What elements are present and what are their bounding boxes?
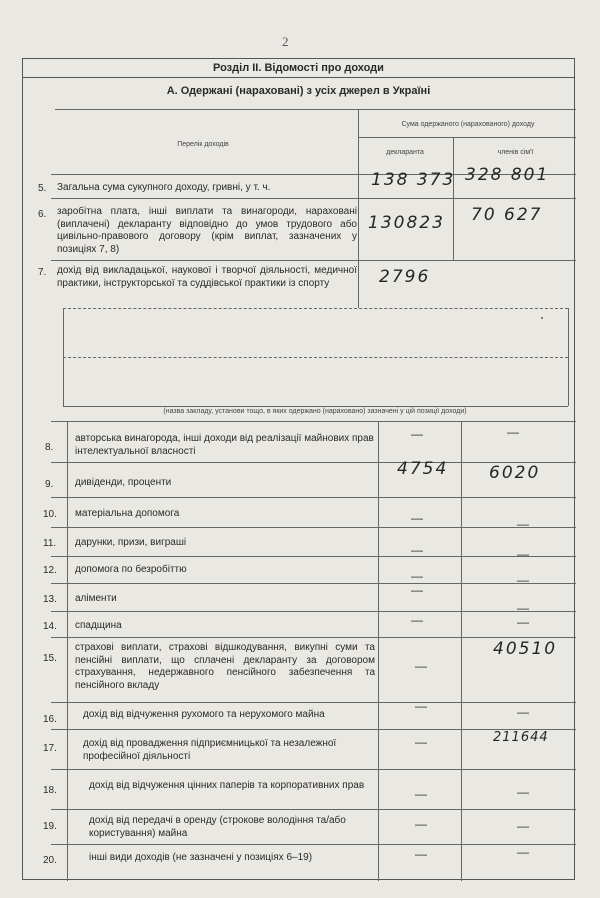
row-5-label: Загальна сума сукупного доходу, гривні, у т. ч.: [57, 182, 271, 193]
row-16-number: 16.: [43, 714, 57, 725]
row-17-number: 17.: [43, 743, 57, 754]
row-7-label: дохід від викладацької, наукової і творчої діяльності, медичної практики, інструкторської та суддівської практики із спорту: [57, 265, 357, 289]
subsection-title: А. Одержані (нараховані) з усіх джерел в Україні: [166, 85, 431, 97]
col-header-amount: Сума одержаного (нарахованого) доходу: [401, 121, 535, 128]
row-11-label: дарунки, призи, виграші: [75, 537, 187, 548]
row-19-family: —: [517, 819, 529, 833]
row-7-number: 7.: [38, 267, 47, 278]
row-14-declarant: —: [411, 613, 423, 627]
row-16-declarant: —: [415, 699, 427, 713]
row-8-label: авторська винагорода, інші доходи від реалізації майнових прав інтелектуальної власності: [75, 433, 374, 457]
income-form: [22, 58, 575, 880]
row-10-number: 10.: [43, 509, 57, 520]
row-5-family: 328 801: [465, 165, 550, 185]
row-17-family: 211644: [493, 730, 549, 745]
row-15-label: страхові виплати, страхові відшкодування, викупні суми та пенсійні виплати, що сплачені декларанту за договором страхування, недержавного пенсійного забезпечення та пенсійного вкладу: [75, 642, 375, 691]
row-11-declarant: —: [411, 543, 423, 557]
page-number: 2: [282, 34, 289, 49]
row-13-label: аліменти: [75, 593, 117, 604]
row-14-family: —: [517, 615, 529, 629]
row-9-label: дивіденди, проценти: [75, 477, 172, 488]
col-header-list: Перелік доходів: [177, 141, 229, 148]
row-20-label: інші види доходів (не зазначені у позиціях 6–19): [89, 852, 313, 863]
row-9-family: 6020: [489, 463, 541, 483]
row-9-declarant: 4754: [397, 459, 449, 479]
row-17-declarant: —: [415, 735, 427, 749]
col-header-family: членів сім'ї: [497, 149, 534, 156]
row-18-family: —: [517, 785, 529, 799]
row-14-label: спадщина: [75, 620, 122, 631]
row-16-family: —: [517, 705, 529, 719]
row-19-label: дохід від передачі в оренду (строкове володіння та/або користування) майна: [89, 815, 346, 839]
row-6-declarant: 130823: [368, 213, 445, 233]
row-20-declarant: —: [415, 847, 427, 861]
row-12-label: допомога по безробіттю: [75, 564, 187, 575]
row-15-family: 40510: [493, 639, 558, 659]
row-11-number: 11.: [43, 538, 57, 549]
row-7-declarant: 2796: [379, 267, 431, 287]
row-15-number: 15.: [43, 653, 57, 664]
row-19-number: 19.: [43, 821, 57, 832]
row-11-family: —: [517, 547, 529, 561]
row-18-number: 18.: [43, 785, 57, 796]
row-16-label: дохід від відчуження рухомого та нерухомого майна: [83, 709, 325, 720]
row-15-declarant: —: [415, 659, 427, 673]
row-5-number: 5.: [38, 183, 47, 194]
institution-note: (назва закладу, установи тощо, в яких одержано (нараховано) зазначені у цій позиції доходи): [163, 408, 467, 415]
row-17-label: дохід від провадження підприємницької та незалежної професійної діяльності: [83, 738, 337, 762]
row-6-number: 6.: [38, 209, 47, 220]
row-10-family: —: [517, 517, 529, 531]
row-18-declarant: —: [415, 787, 427, 801]
row-6-family: 70 627: [471, 205, 543, 225]
row-12-family: —: [517, 573, 529, 587]
row-14-number: 14.: [43, 621, 57, 632]
row-8-number: 8.: [45, 442, 54, 453]
row-12-declarant: —: [411, 569, 423, 583]
row-18-label: дохід від відчуження цінних паперів та корпоративних прав: [89, 780, 365, 791]
row-13-number: 13.: [43, 594, 57, 605]
row-5-declarant: 138 373: [371, 170, 456, 190]
row-8-declarant: —: [411, 427, 423, 441]
section-title: Розділ ІІ. Відомості про доходи: [23, 59, 574, 78]
col-header-declarant: декларанта: [386, 149, 424, 156]
row-13-declarant: —: [411, 583, 423, 597]
row-20-family: —: [517, 845, 529, 859]
row-8-family: —: [507, 425, 519, 439]
row-13-family: —: [517, 601, 529, 615]
row-9-number: 9.: [45, 479, 54, 490]
row-19-declarant: —: [415, 817, 427, 831]
row-12-number: 12.: [43, 565, 57, 576]
row-10-declarant: —: [411, 511, 423, 525]
row-20-number: 20.: [43, 855, 57, 866]
row-6-label: заробітна плата, інші виплати та винагороди, нараховані (виплачені) декларанту відповідно до умов трудового або цивільно-правового договору (крім виплат, зазначених у позиціях 7, 8): [57, 206, 357, 255]
speck-mark: [541, 317, 543, 319]
row-10-label: матеріальна допомога: [75, 508, 180, 519]
